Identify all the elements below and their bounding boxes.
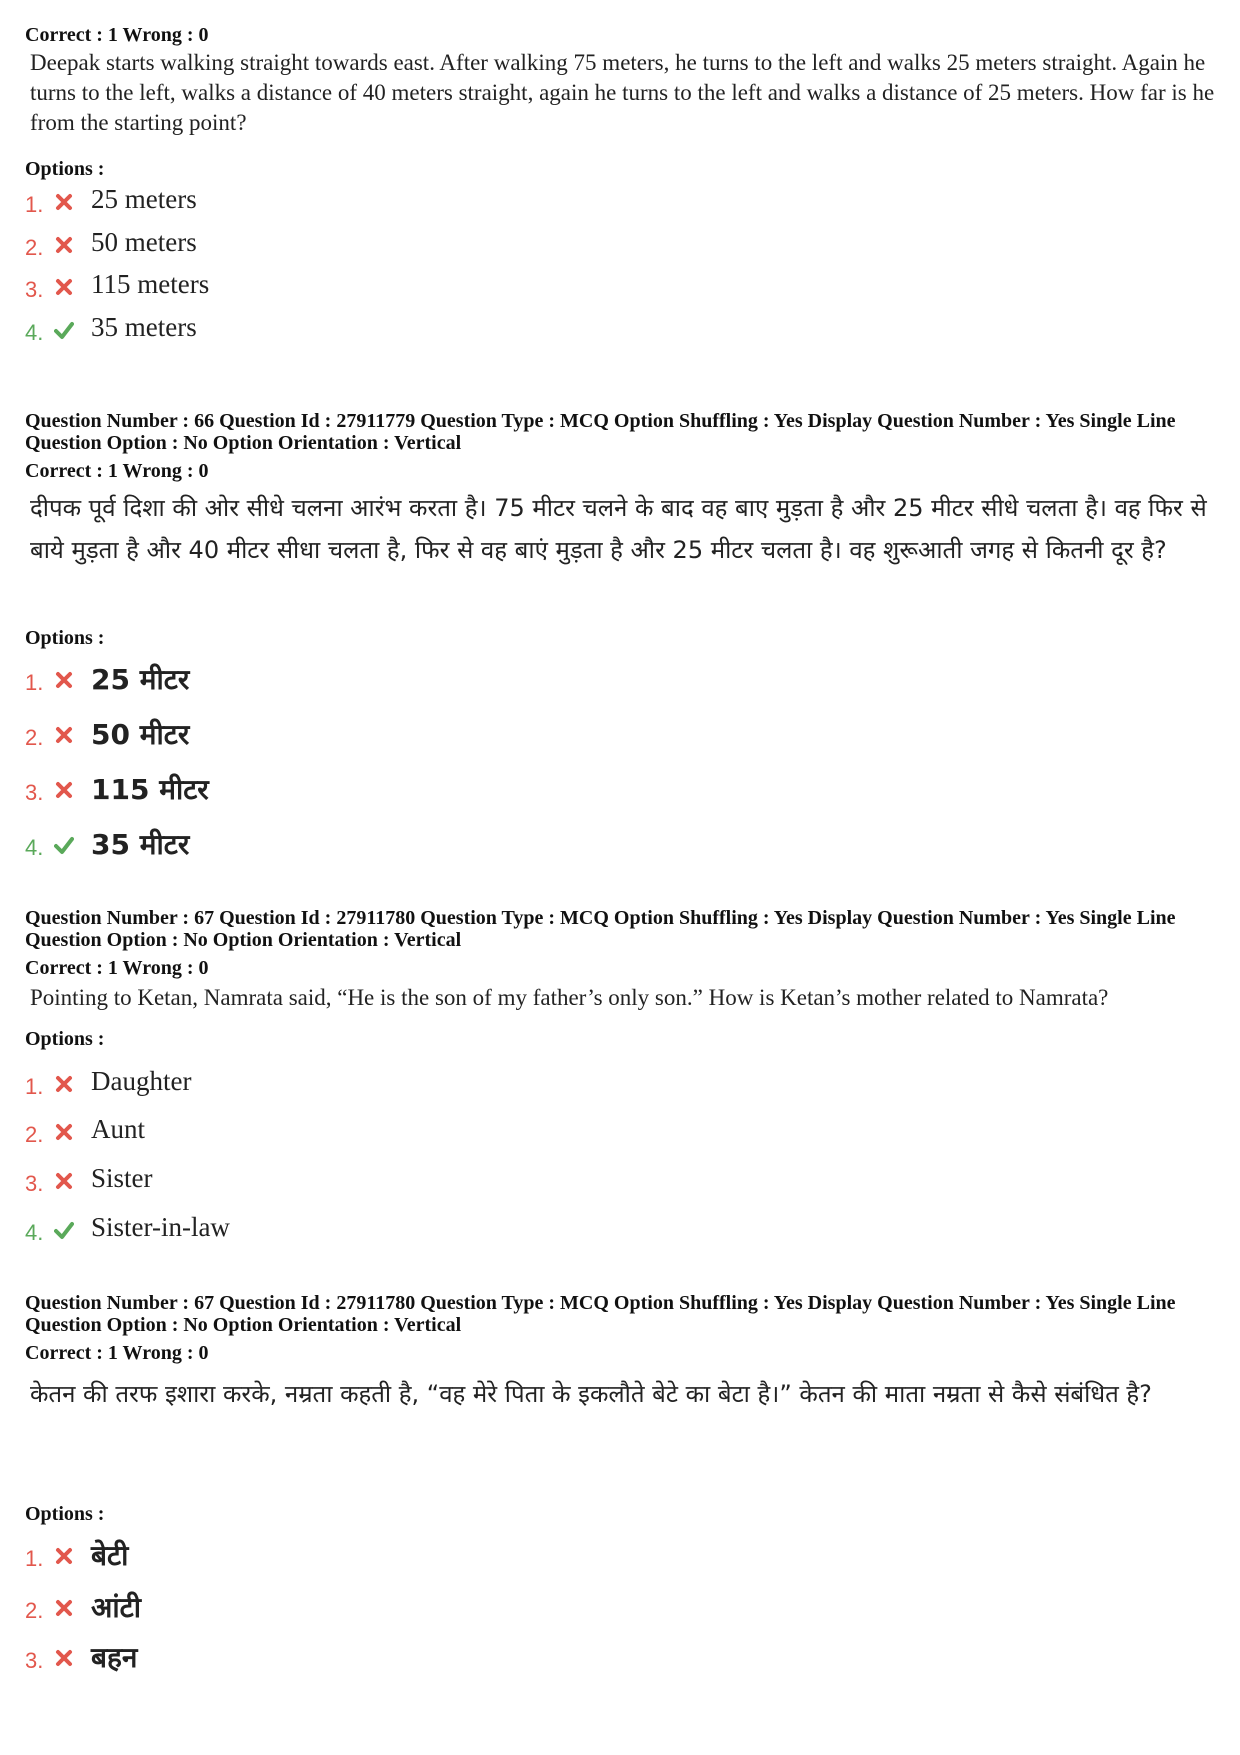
- option-text: Sister: [91, 1163, 153, 1193]
- check-icon: [54, 320, 74, 340]
- options-label: Options :: [25, 158, 105, 180]
- option-text: 35 meters: [91, 312, 197, 342]
- question-meta: Question Number : 67 Question Id : 27911780 Question Type : MCQ Option Shuffling : Yes Display Question Number : Yes Single Line Question Option : No Option Orientation : Vertical: [25, 1292, 1176, 1336]
- option-number: 2.: [25, 725, 44, 750]
- options-label: Options :: [25, 1503, 105, 1525]
- cross-icon: [54, 235, 74, 255]
- option-number: 2.: [25, 1598, 44, 1623]
- options-label: Options :: [25, 627, 105, 649]
- option-number: 4.: [25, 835, 44, 860]
- option-text: Daughter: [91, 1066, 192, 1096]
- cross-icon: [54, 780, 74, 800]
- option-number: 2.: [25, 1122, 44, 1147]
- option-number: 3.: [25, 1648, 44, 1673]
- option-text: 50 meters: [91, 227, 197, 257]
- check-icon: [54, 1220, 74, 1240]
- option-text: 35 मीटर: [91, 828, 190, 861]
- option-number: 1.: [25, 1546, 44, 1571]
- check-icon: [54, 835, 74, 855]
- option-number: 4.: [25, 1220, 44, 1245]
- cross-icon: [54, 1171, 74, 1191]
- cross-icon: [54, 192, 74, 212]
- score-line: Correct : 1 Wrong : 0: [25, 1342, 209, 1364]
- option-number: 3.: [25, 780, 44, 805]
- cross-icon: [54, 725, 74, 745]
- option-number: 1.: [25, 670, 44, 695]
- option-text: 50 मीटर: [91, 718, 190, 751]
- score-line: Correct : 1 Wrong : 0: [25, 460, 209, 482]
- cross-icon: [54, 1648, 74, 1668]
- cross-icon: [54, 1074, 74, 1094]
- option-text: बेटी: [91, 1539, 129, 1572]
- option-text: 115 मीटर: [91, 773, 209, 806]
- option-number: 3.: [25, 1171, 44, 1196]
- question-text: Deepak starts walking straight towards east. After walking 75 meters, he turns to the left and walks 25 meters straight. Again he turns to the left, walks a distance of 40 meters straight, again he turns to the left and walks a distance of 25 meters. How far is he from the starting point?: [30, 50, 1215, 135]
- cross-icon: [54, 670, 74, 690]
- question-text: दीपक पूर्व दिशा की ओर सीधे चलना आरंभ करता है। 75 मीटर चलने के बाद वह बाए मुड़ता है और 25 मीटर सीधे चलता है। वह फिर से बाये मुड़ता है और 40 मीटर सीधा चलता है, फिर से वह बाएं मुड़ता है और 25 मीटर चलता है। वह शुरूआती जगह से कितनी दूर है?: [30, 494, 1207, 564]
- question-text: केतन की तरफ इशारा करके, नम्रता कहती है, “वह मेरे पिता के इकलौते बेटे का बेटा है।” केतन की माता नम्रता से कैसे संबंधित है?: [30, 1380, 1152, 1408]
- cross-icon: [54, 277, 74, 297]
- cross-icon: [54, 1122, 74, 1142]
- question-meta: Question Number : 66 Question Id : 27911779 Question Type : MCQ Option Shuffling : Yes Display Question Number : Yes Single Line Question Option : No Option Orientation : Vertical: [25, 410, 1176, 454]
- options-label: Options :: [25, 1028, 105, 1050]
- option-text: 25 meters: [91, 184, 197, 214]
- option-number: 1.: [25, 1074, 44, 1099]
- option-text: Sister-in-law: [91, 1212, 230, 1242]
- option-text: 115 meters: [91, 269, 210, 299]
- option-text: बहन: [91, 1641, 138, 1674]
- option-text: Aunt: [91, 1114, 145, 1144]
- question-text: Pointing to Ketan, Namrata said, “He is the son of my father’s only son.” How is Ketan’s mother related to Namrata?: [30, 985, 1109, 1010]
- question-meta: Question Number : 67 Question Id : 27911780 Question Type : MCQ Option Shuffling : Yes Display Question Number : Yes Single Line Question Option : No Option Orientation : Vertical: [25, 907, 1176, 951]
- score-line: Correct : 1 Wrong : 0: [25, 24, 209, 46]
- option-number: 1.: [25, 192, 44, 217]
- option-number: 4.: [25, 320, 44, 345]
- option-text: आंटी: [91, 1591, 141, 1624]
- cross-icon: [54, 1598, 74, 1618]
- option-number: 2.: [25, 235, 44, 260]
- option-number: 3.: [25, 277, 44, 302]
- score-line: Correct : 1 Wrong : 0: [25, 957, 209, 979]
- cross-icon: [54, 1546, 74, 1566]
- option-text: 25 मीटर: [91, 663, 190, 696]
